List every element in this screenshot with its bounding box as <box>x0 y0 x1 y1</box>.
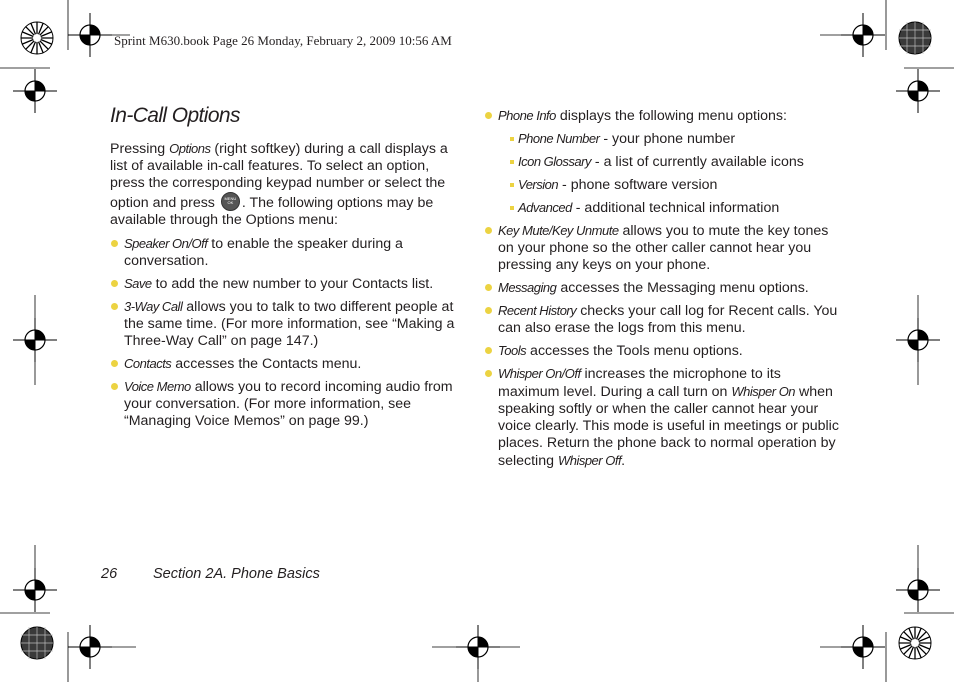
sub-list-item: Phone Number - your phone number <box>484 130 840 148</box>
left-column <box>110 140 465 435</box>
list-item: Tools accesses the Tools menu options. <box>484 342 840 360</box>
print-header: Sprint M630.book Page 26 Monday, February 2, 2009 10:56 AM <box>114 33 452 48</box>
list-item: Phone Info displays the following menu options: <box>484 107 840 125</box>
page-number: 26 <box>101 566 118 582</box>
list-item: Speaker On/Off to enable the speaker during a conversation. <box>110 235 465 270</box>
list-item: Voice Memo allows you to record incoming audio from your conversation. (For more information, see “Managing Voice Memos” on page 99.) <box>110 378 465 430</box>
list-item: Contacts accesses the Contacts menu. <box>110 355 465 373</box>
list-item: Save to add the new number to your Contacts list. <box>110 275 465 293</box>
list-item: Recent History checks your call log for Recent calls. You can also erase the logs from this menu. <box>484 302 840 337</box>
list-item: 3-Way Call allows you to talk to two different people at the same time. (For more information, see “Making a Three-Way Call” on page 147.) <box>110 298 465 350</box>
section-title: Section 2A. Phone Basics <box>153 566 320 582</box>
options-softkey-label: Options <box>169 141 211 156</box>
page-title: In-Call Options <box>110 104 240 127</box>
list-item: Messaging accesses the Messaging menu options. <box>484 279 840 297</box>
sub-list-item: Advanced - additional technical information <box>484 199 840 217</box>
list-item: Key Mute/Key Unmute allows you to mute the key tones on your phone so the other caller cannot hear you pressing any keys on your phone. <box>484 222 840 274</box>
sub-list-item: Version - phone software version <box>484 176 840 194</box>
intro-paragraph: Pressing Options (right softkey) during a call displays a list of available in-call features. To select an option, press the corresponding keypad number or select the option and press MENU OK . The following options may be available through the Options menu: <box>110 141 448 228</box>
list-item: Whisper On/Off increases the microphone to its maximum level. During a call turn on Whisper On when speaking softly or when the caller cannot hear your voice clearly. This mode is useful in meetings or public places. Return the phone back to normal operation by selecting Whisper Off. <box>484 365 840 470</box>
sub-list-item: Icon Glossary - a list of currently available icons <box>484 153 840 171</box>
menu-ok-key-icon: MENU OK <box>221 192 240 211</box>
right-column <box>484 107 840 475</box>
